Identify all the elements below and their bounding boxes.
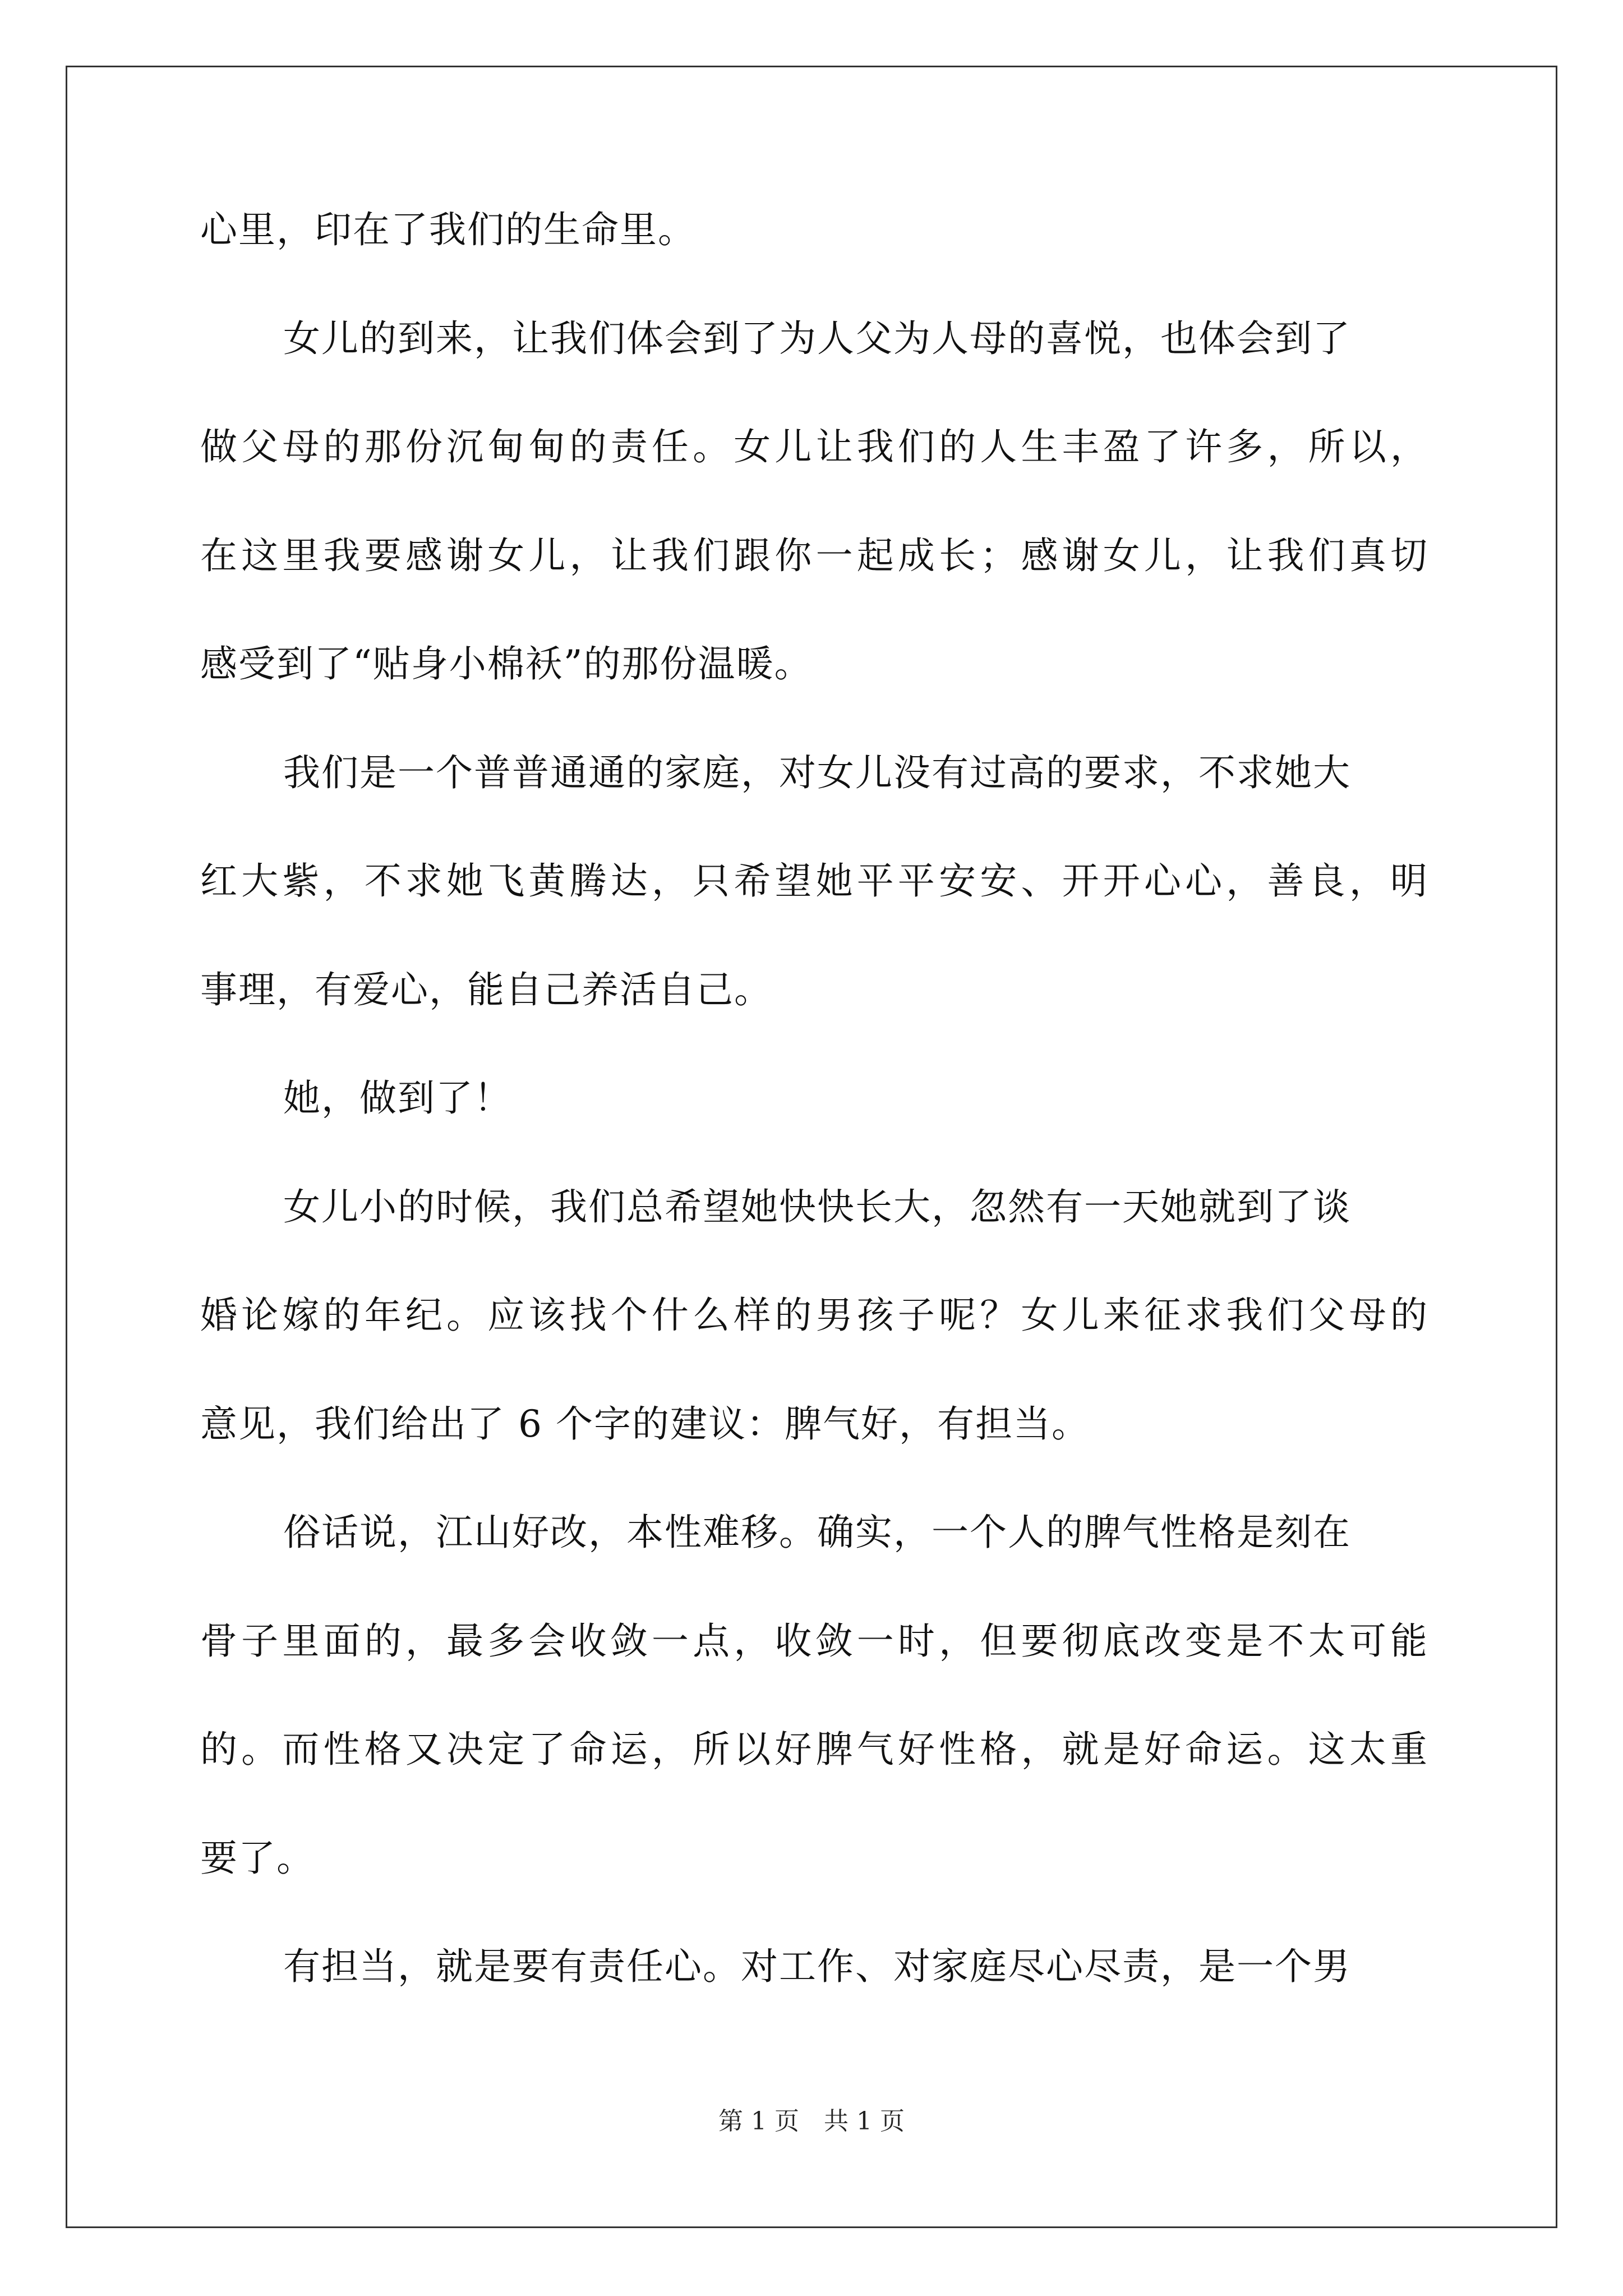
- text-line: 红大紫，不求她飞黄腾达，只希望她平平安安、开开心心，善良，明: [200, 859, 1428, 903]
- text-line: 意见，我们给出了 6 个字的建议：脾气好，有担当。: [200, 1402, 1090, 1446]
- text-line: 我们是一个普普通通的家庭，对女儿没有过高的要求，不求她大: [283, 751, 1351, 794]
- page-border: [66, 66, 1557, 2228]
- text-line: 心里，印在了我们的生命里。: [200, 208, 696, 251]
- text-line: 感受到了“贴身小棉袄”的那份温暖。: [200, 642, 813, 685]
- text-line: 婚论嫁的年纪。应该找个什么样的男孩子呢？女儿来征求我们父母的: [200, 1294, 1428, 1337]
- text-line: 她，做到了！: [283, 1076, 512, 1120]
- page-footer: 第 1 页 共 1 页: [718, 2107, 905, 2136]
- text-line: 骨子里面的，最多会收敛一点，收敛一时，但要彻底改变是不太可能: [200, 1619, 1428, 1663]
- text-line: 在这里我要感谢女儿，让我们跟你一起成长；感谢女儿，让我们真切: [200, 533, 1428, 577]
- text-line: 事理，有爱心，能自己养活自己。: [200, 968, 772, 1011]
- text-line: 的。而性格又决定了命运，所以好脾气好性格，就是好命运。这太重: [200, 1728, 1428, 1771]
- text-line: 要了。: [200, 1836, 315, 1880]
- text-line: 女儿小的时候，我们总希望她快快长大，忽然有一天她就到了谈: [283, 1185, 1351, 1228]
- text-line: 俗话说，江山好改，本性难移。确实，一个人的脾气性格是刻在: [283, 1511, 1351, 1554]
- text-line: 做父母的那份沉甸甸的责任。女儿让我们的人生丰盈了许多，所以，: [200, 425, 1428, 468]
- text-line: 女儿的到来，让我们体会到了为人父为人母的喜悦，也体会到了: [283, 316, 1351, 360]
- text-line: 有担当，就是要有责任心。对工作、对家庭尽心尽责，是一个男: [283, 1945, 1351, 1988]
